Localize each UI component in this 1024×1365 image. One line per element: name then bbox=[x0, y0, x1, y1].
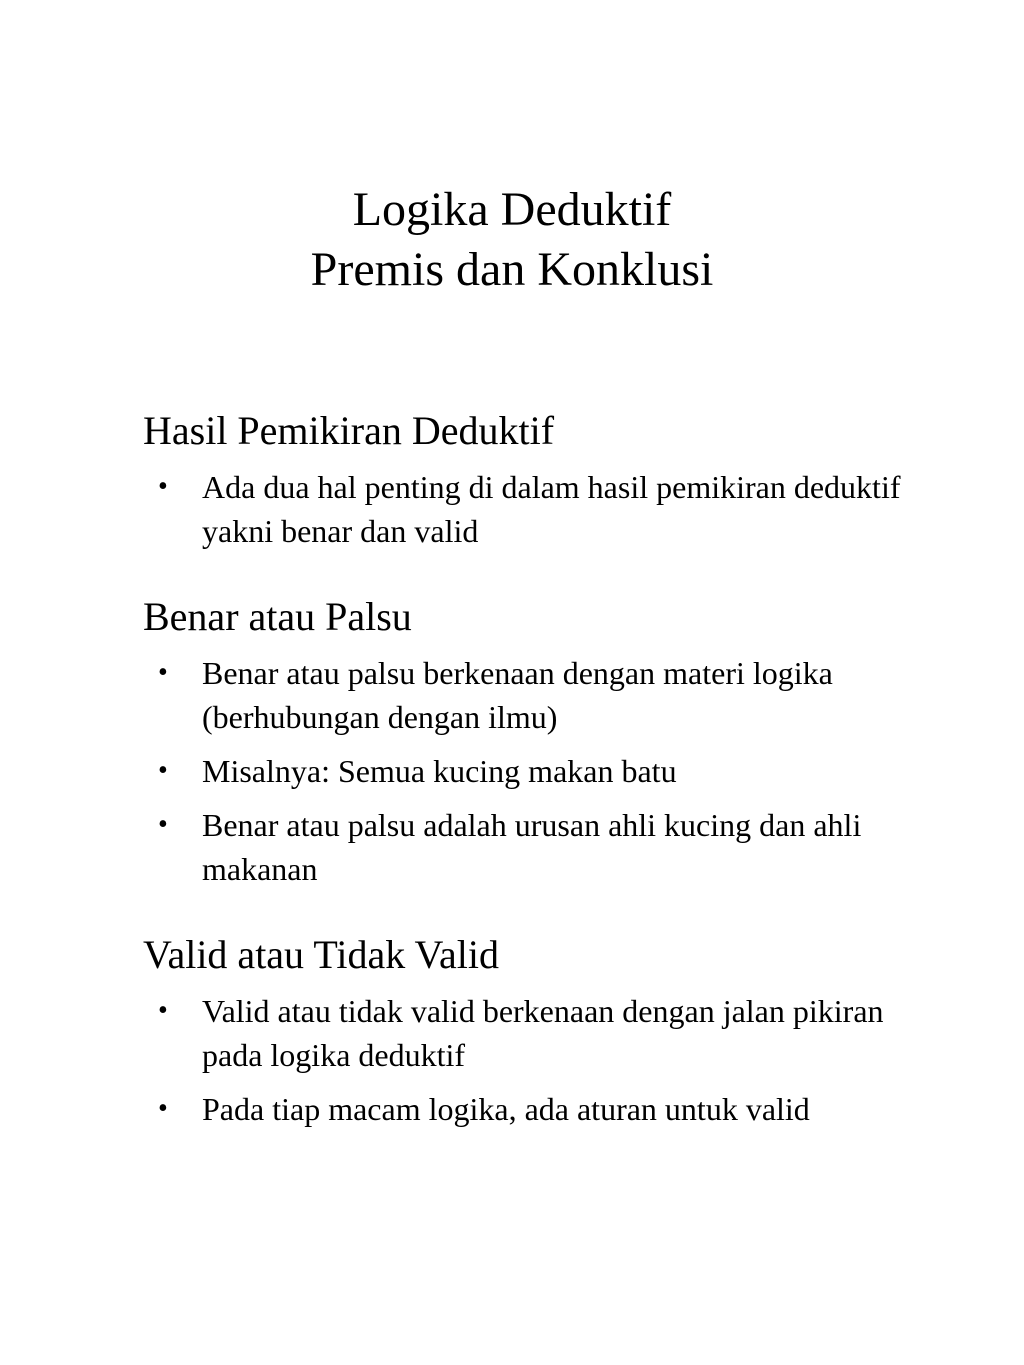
bullet-icon: • bbox=[158, 1093, 168, 1124]
bullet-text: Misalnya: Semua kucing makan batu bbox=[202, 753, 677, 789]
bullet-text: Ada dua hal penting di dalam hasil pemikiran deduktif yakni benar dan valid bbox=[202, 469, 901, 549]
title-line-1: Logika Deduktif bbox=[352, 183, 672, 236]
bullet-icon: • bbox=[158, 809, 168, 840]
title-line-2: Premis dan Konklusi bbox=[310, 243, 714, 296]
section-heading: Valid atau Tidak Valid bbox=[143, 932, 499, 977]
section-heading: Hasil Pemikiran Deduktif bbox=[143, 408, 555, 453]
bullet-icon: • bbox=[158, 657, 168, 688]
bullet-item bbox=[143, 803, 932, 891]
bullet-item bbox=[143, 465, 932, 553]
bullet-icon: • bbox=[158, 995, 168, 1026]
bullet-list bbox=[143, 651, 973, 891]
bullet-item bbox=[143, 749, 932, 793]
bullet-text: Benar atau palsu adalah urusan ahli kucing dan ahli makanan bbox=[202, 807, 862, 887]
section-benar-palsu bbox=[143, 593, 973, 891]
section-heading: Benar atau Palsu bbox=[143, 594, 412, 639]
bullet-item bbox=[143, 651, 932, 739]
bullet-list bbox=[143, 989, 973, 1131]
bullet-text: Benar atau palsu berkenaan dengan materi logika (berhubungan dengan ilmu) bbox=[202, 655, 833, 735]
bullet-item bbox=[143, 1087, 932, 1131]
section-valid bbox=[143, 931, 973, 1131]
bullet-text: Pada tiap macam logika, ada aturan untuk valid bbox=[202, 1091, 810, 1127]
bullet-icon: • bbox=[158, 755, 168, 786]
slide-content bbox=[143, 407, 973, 1171]
bullet-list bbox=[143, 465, 973, 553]
section-hasil-pemikiran bbox=[143, 407, 973, 553]
bullet-text: Valid atau tidak valid berkenaan dengan jalan pikiran pada logika deduktif bbox=[202, 993, 884, 1073]
bullet-item bbox=[143, 989, 932, 1077]
bullet-icon: • bbox=[158, 471, 168, 502]
slide-title bbox=[0, 180, 1024, 300]
